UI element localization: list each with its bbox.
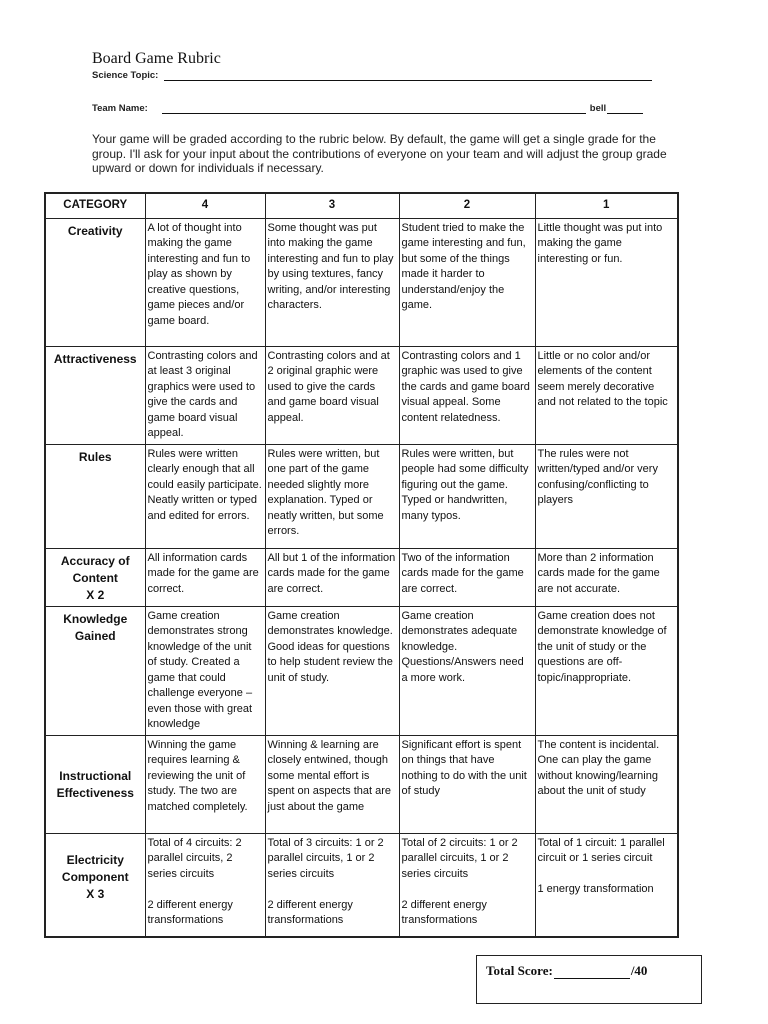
table-row <box>45 444 678 548</box>
criteria-cell: Total of 1 circuit: 1 parallel circuit or 1 series circuit 1 energy transformation <box>535 833 678 937</box>
criteria-cell: Two of the information cards made for the game are correct. <box>399 548 535 606</box>
criteria-cell: Rules were written, but one part of the game needed slightly more explanation. Typed or neatly written, but some errors. <box>265 444 399 548</box>
table-row <box>45 735 678 833</box>
page-title: Board Game Rubric <box>92 50 221 67</box>
criteria-cell: A lot of thought into making the game interesting and fun to play as shown by creative questions, game pieces and/or game board. <box>145 218 265 346</box>
team-name-line[interactable] <box>162 103 586 114</box>
team-name-field <box>92 103 643 114</box>
criteria-cell: Game creation does not demonstrate knowledge of the unit of study or the questions are off-topic/inappropriate. <box>535 606 678 735</box>
total-score-box <box>476 955 702 1004</box>
bell-line[interactable] <box>607 103 643 114</box>
criteria-cell: Contrasting colors and 1 graphic was used to give the cards and game board visual appeal. Some content relatedness. <box>399 346 535 444</box>
criteria-cell: Winning the game requires learning & reviewing the unit of study. The two are matched completely. <box>145 735 265 833</box>
table-row <box>45 606 678 735</box>
column-header: CATEGORY <box>45 193 145 218</box>
criteria-cell: Game creation demonstrates strong knowledge of the unit of study. Created a game that could challenge everyone – even those with great knowledge <box>145 606 265 735</box>
team-name-label: Team Name: <box>92 103 148 114</box>
category-cell: Attractiveness <box>45 346 145 444</box>
category-cell: Accuracy of Content X 2 <box>45 548 145 606</box>
criteria-cell: Winning & learning are closely entwined, though some mental effort is spent on aspects that are just about the game <box>265 735 399 833</box>
science-topic-field <box>92 70 652 81</box>
criteria-cell: The content is incidental. One can play the game without knowing/learning about the unit of study <box>535 735 678 833</box>
table-row <box>45 218 678 346</box>
criteria-cell: Contrasting colors and at 2 original graphic were used to give the cards and game board visual appeal. <box>265 346 399 444</box>
bell-label: bell <box>589 103 607 114</box>
rubric-table <box>44 192 679 938</box>
criteria-cell: Total of 3 circuits: 1 or 2 parallel circuits, 1 or 2 series circuits 2 different energy transformations <box>265 833 399 937</box>
criteria-cell: Some thought was put into making the game interesting and fun to play by using textures, fancy writing, and/or interesting characters. <box>265 218 399 346</box>
category-cell: Electricity Component X 3 <box>45 833 145 937</box>
total-score-blank[interactable] <box>554 966 630 979</box>
criteria-cell: Little or no color and/or elements of the content seem merely decorative and not related to the topic <box>535 346 678 444</box>
column-header: 4 <box>145 193 265 218</box>
total-score-label: Total Score: <box>486 963 553 978</box>
intro-paragraph: Your game will be graded according to the rubric below. By default, the game will get a single grade for the group. I'll ask for your input about the contributions of everyone on your team and will adjust the group grade upward or down for individuals if necessary. <box>92 132 667 175</box>
table-row <box>45 833 678 937</box>
category-cell: Knowledge Gained <box>45 606 145 735</box>
criteria-cell: Total of 2 circuits: 1 or 2 parallel circuits, 1 or 2 series circuits 2 different energy transformations <box>399 833 535 937</box>
criteria-cell: Significant effort is spent on things that have nothing to do with the unit of study <box>399 735 535 833</box>
category-cell: Creativity <box>45 218 145 346</box>
criteria-cell: Rules were written, but people had some difficulty figuring out the game. Typed or handwritten, many typos. <box>399 444 535 548</box>
column-header: 2 <box>399 193 535 218</box>
column-header: 3 <box>265 193 399 218</box>
criteria-cell: All information cards made for the game are correct. <box>145 548 265 606</box>
criteria-cell: Student tried to make the game interesting and fun, but some of the things made it harder to understand/enjoy the game. <box>399 218 535 346</box>
criteria-cell: Rules were written clearly enough that all could easily participate. Neatly written or typed and edited for errors. <box>145 444 265 548</box>
category-cell: Rules <box>45 444 145 548</box>
science-topic-line[interactable] <box>164 70 652 81</box>
total-score-suffix: /40 <box>630 963 648 978</box>
column-header: 1 <box>535 193 678 218</box>
criteria-cell: Little thought was put into making the game interesting or fun. <box>535 218 678 346</box>
criteria-cell: The rules were not written/typed and/or very confusing/conflicting to players <box>535 444 678 548</box>
criteria-cell: Game creation demonstrates adequate knowledge. Questions/Answers need a more work. <box>399 606 535 735</box>
table-row <box>45 548 678 606</box>
table-row <box>45 346 678 444</box>
criteria-cell: Contrasting colors and at least 3 original graphics were used to give the cards and game board visual appeal. <box>145 346 265 444</box>
science-topic-label: Science Topic: <box>92 70 159 81</box>
criteria-cell: More than 2 information cards made for the game are not accurate. <box>535 548 678 606</box>
criteria-cell: Total of 4 circuits: 2 parallel circuits, 2 series circuits 2 different energy transformations <box>145 833 265 937</box>
table-header-row <box>45 193 678 218</box>
criteria-cell: Game creation demonstrates knowledge. Good ideas for questions to help student review the unit of study. <box>265 606 399 735</box>
category-cell: Instructional Effectiveness <box>45 735 145 833</box>
criteria-cell: All but 1 of the information cards made for the game are correct. <box>265 548 399 606</box>
